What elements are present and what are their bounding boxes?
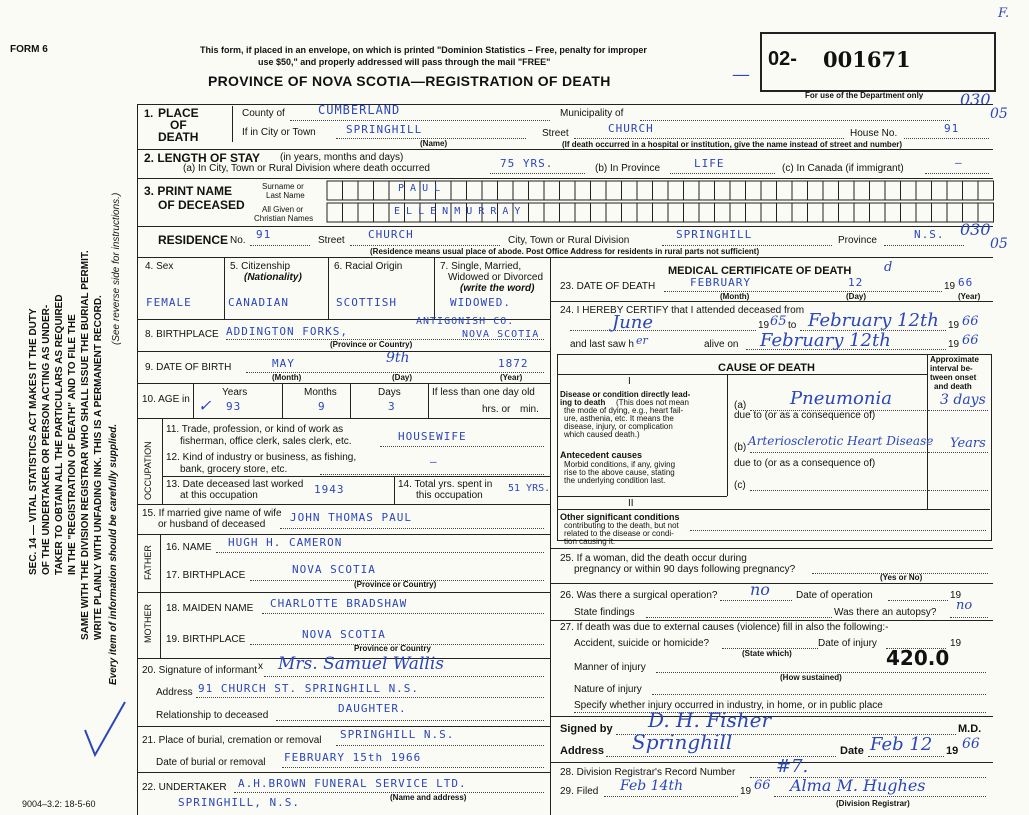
registrar-signature: Alma M. Hughes xyxy=(790,776,926,795)
hospital-note: (If death occurred in a hospital or institution, give the name instead of street and number) xyxy=(562,140,903,149)
burial-date-label: Date of burial or removal xyxy=(156,757,266,768)
side-instruction-8: (See reverse side for instructions.) xyxy=(111,192,122,345)
mother-caption: Province or Country xyxy=(354,644,431,653)
stay-b-label: (b) In Province xyxy=(595,163,661,174)
dob-day: 9th xyxy=(386,350,410,366)
burial-place-value: SPRINGHILL N.S. xyxy=(340,728,455,741)
last-saw-mark: er xyxy=(636,334,648,347)
citizenship-value: CANADIAN xyxy=(228,296,289,309)
certify-label: 24. I HEREBY CERTIFY that I attended deceased from xyxy=(560,305,805,316)
trade-label-2: fisherman, office clerk, sales clerk, etc. xyxy=(180,436,352,447)
specify-label: Specify whether injury occurred in industry, in home, or in public place xyxy=(574,700,883,711)
envelope-note-2: use $50," and properly addressed will pass through the mail "FREE" xyxy=(258,57,551,67)
signed-label: Signed by xyxy=(560,723,613,735)
yes-no-caption: (Yes or No) xyxy=(880,573,923,582)
address-label: Address xyxy=(560,745,605,757)
name-caption: (Name) xyxy=(420,139,448,148)
margin-code-1: 030 xyxy=(960,90,991,109)
form-label: FORM 6 xyxy=(10,44,48,55)
residence-province-label: Province xyxy=(838,235,877,246)
roman-1: I xyxy=(628,376,631,387)
death-date-label: 23. DATE OF DEATH xyxy=(560,281,656,292)
trade-value: HOUSEWIFE xyxy=(398,430,467,443)
autopsy-label: Was there an autopsy? xyxy=(834,607,937,618)
citizenship-caption: (Nationality) xyxy=(244,272,302,283)
residence-city: SPRINGHILL xyxy=(676,228,753,241)
age-years: 93 xyxy=(226,400,242,413)
margin-code-3: 030 xyxy=(960,220,991,239)
medical-heading: MEDICAL CERTIFICATE OF DEATH xyxy=(668,265,852,277)
informant-signature: Mrs. Samuel Wallis xyxy=(278,654,444,674)
state-which-caption: (State which) xyxy=(742,649,792,658)
stay-caption: (in years, months and days) xyxy=(280,152,404,163)
roman-2: II xyxy=(628,498,634,509)
cause-a-value: Pneumonia xyxy=(790,388,892,409)
years-label: Years xyxy=(222,387,248,398)
citizenship-label: 5. Citizenship xyxy=(230,261,291,272)
cause-heading: CAUSE OF DEATH xyxy=(718,362,815,374)
residence-no-label: No. xyxy=(230,235,246,246)
to-year-prefix: 19 xyxy=(948,320,960,331)
antecedent-1: Antecedent causes xyxy=(560,450,643,460)
stay-c-value: – xyxy=(955,156,963,169)
birthplace-value: ADDINGTON FORKS, xyxy=(226,325,348,338)
other-2: contributing to the death, but not xyxy=(564,521,679,530)
father-birthplace-label: 17. BIRTHPLACE xyxy=(166,570,246,581)
age-days: 3 xyxy=(388,400,396,413)
disease-2: ing to death xyxy=(560,398,606,407)
other-1: Other significant conditions xyxy=(560,512,680,522)
alive-label: alive on xyxy=(704,339,739,350)
corner-mark: F. xyxy=(998,6,1010,21)
department-use-label: For use of the Department only xyxy=(805,91,924,100)
side-instruction-7: Every item of information should be carefully supplied. xyxy=(108,423,119,685)
undertaker-caption: (Name and address) xyxy=(390,793,467,802)
how-sustained-caption: (How sustained) xyxy=(780,673,842,682)
death-year-caption: (Year) xyxy=(958,292,981,301)
place-label-1: PLACE xyxy=(158,106,199,120)
antecedent-2: Morbid conditions, if any, giving xyxy=(564,460,676,469)
cause-code: 420.0 xyxy=(886,646,950,670)
interval-3: tween onset xyxy=(930,373,977,382)
filed-label: 29. Filed xyxy=(560,786,599,797)
total-yrs-value: 51 YRS. xyxy=(508,483,551,494)
relationship-value: DAUGHTER. xyxy=(338,702,407,715)
name-label-1: 3. PRINT NAME xyxy=(144,184,233,198)
record-number-label: 28. Division Registrar's Record Number xyxy=(560,767,736,778)
mother-side-label: MOTHER xyxy=(143,604,153,643)
dob-month: MAY xyxy=(272,357,295,370)
spouse-label-2: or husband of deceased xyxy=(158,519,266,530)
filed-year-prefix: 19 xyxy=(740,786,752,797)
registrar-caption: (Division Registrar) xyxy=(836,799,910,808)
top-border xyxy=(137,104,993,105)
title-tick-mark: — xyxy=(732,64,750,85)
burial-place-label: 21. Place of burial, cremation or removal xyxy=(142,735,322,746)
alive-year-prefix: 19 xyxy=(948,339,960,350)
place-num: 1. xyxy=(144,108,154,120)
other-3: related to the disease or condi- xyxy=(564,529,674,538)
lt-day-hrs: hrs. or xyxy=(482,404,511,415)
stay-label: 2. LENGTH OF STAY xyxy=(144,151,261,165)
last-worked-label-2: at this occupation xyxy=(180,490,258,501)
stay-b-value: LIFE xyxy=(694,157,725,170)
trade-label-1: 11. Trade, profession, or kind of work as xyxy=(166,424,344,435)
pregnancy-label-2: pregnancy or within 90 days following pregnancy? xyxy=(574,564,796,575)
father-birthplace-value: NOVA SCOTIA xyxy=(292,563,376,576)
side-instruction-2: OF THE UNDERTAKER OR PERSON ACTING AS UNDER- xyxy=(41,304,52,575)
death-year: 66 xyxy=(958,276,974,289)
death-street-label: Street xyxy=(542,128,569,139)
total-yrs-label-2: this occupation xyxy=(416,490,483,501)
name-label-2: OF DECEASED xyxy=(158,198,245,212)
death-year-prefix: 19 xyxy=(944,281,956,292)
residence-city-label: City, Town or Rural Division xyxy=(508,235,630,246)
side-instruction-6: WRITE PLAINLY WITH UNFADING INK. THIS IS A PERMANENT RECORD. xyxy=(93,295,104,640)
cause-b-label: (b) xyxy=(734,442,747,453)
residence-street-label: Street xyxy=(318,235,345,246)
surname-label-2: Last Name xyxy=(266,191,305,200)
age-tick: ✓ xyxy=(198,396,212,415)
margin-check-mark xyxy=(80,700,130,760)
manner-label: Manner of injury xyxy=(574,662,646,673)
surname-value: P A U L xyxy=(398,183,441,194)
house-label: House No. xyxy=(850,128,898,139)
months-label: Months xyxy=(304,387,337,398)
last-worked-value: 1943 xyxy=(314,483,345,496)
municipality-label: Municipality of xyxy=(560,108,624,119)
stay-a-value: 75 YRS. xyxy=(500,157,554,170)
accident-label: Accident, suicide or homicide? xyxy=(574,638,710,649)
county-value: CUMBERLAND xyxy=(318,103,401,117)
marital-value: WIDOWED. xyxy=(450,296,511,309)
record-number-value: #7. xyxy=(776,756,809,777)
md-label: M.D. xyxy=(958,723,982,735)
undertaker-address: SPRINGHILL, N.S. xyxy=(178,796,300,809)
informant-address-value: 91 CHURCH ST. SPRINGHILL N.S. xyxy=(198,682,420,695)
father-caption: (Province or Country) xyxy=(354,580,437,589)
alive-year: 66 xyxy=(962,333,979,348)
relationship-label: Relationship to deceased xyxy=(156,710,269,721)
given-names-value: E L L E N M U R R A Y xyxy=(394,206,521,217)
injury-date-prefix: 19 xyxy=(950,638,962,649)
nature-label: Nature of injury xyxy=(574,684,642,695)
state-findings-label: State findings xyxy=(574,607,635,618)
industry-value: – xyxy=(430,455,438,468)
age-months: 9 xyxy=(318,400,326,413)
disease-1: Disease or condition directly lead- xyxy=(560,390,691,399)
birthplace-county: ANTIGONISH CO. xyxy=(416,316,515,327)
last-worked-label-1: 13. Date deceased last worked xyxy=(166,479,304,490)
date-year-prefix: 19 xyxy=(946,745,959,757)
dob-year-caption: (Year) xyxy=(500,373,523,382)
sex-value: FEMALE xyxy=(146,296,192,309)
last-saw-label: and last saw h xyxy=(570,339,634,350)
dob-label: 9. DATE OF BIRTH xyxy=(145,362,232,373)
from-year-prefix: 19 xyxy=(758,320,770,331)
filed-year: 66 xyxy=(754,778,771,793)
surgical-label: 26. Was there a surgical operation? xyxy=(560,590,718,601)
side-instruction-1: SEC. 14 — VITAL STATISTICS ACT MAKES IT THE DUTY xyxy=(28,308,39,575)
disease-3: (This does not mean xyxy=(616,398,689,407)
marital-label-1: 7. Single, Married, xyxy=(440,261,522,272)
from-year: 65 xyxy=(770,314,787,329)
dob-year: 1872 xyxy=(498,357,529,370)
residence-province: N.S. xyxy=(914,228,945,241)
antecedent-4: the underlying condition last. xyxy=(564,476,666,485)
interval-2: interval be- xyxy=(930,364,973,373)
cause-b-value: Arteriosclerotic Heart Disease xyxy=(748,434,934,448)
informant-x: x xyxy=(258,661,263,672)
injury-date-label: Date of injury xyxy=(818,638,877,649)
mother-birthplace-value: NOVA SCOTIA xyxy=(302,628,386,641)
father-name-value: HUGH H. CAMERON xyxy=(228,536,343,549)
other-4: tion causing it. xyxy=(564,537,616,546)
surgical-value: no xyxy=(750,580,770,599)
spouse-label-1: 15. If married give name of wife xyxy=(142,508,282,519)
stay-a-label: (a) In City, Town or Rural Division where death occurred xyxy=(183,163,430,174)
dob-day-caption: (Day) xyxy=(392,373,413,382)
op-date-label: Date of operation xyxy=(796,590,873,601)
spouse-value: JOHN THOMAS PAUL xyxy=(290,511,412,524)
mother-maiden-label: 18. MAIDEN NAME xyxy=(166,603,254,614)
place-label-2: OF xyxy=(170,118,187,132)
left-border xyxy=(137,104,138,815)
interval-a-value: 3 days xyxy=(940,392,986,408)
to-year: 66 xyxy=(962,314,979,329)
disease-6: disease, injury, or complication xyxy=(564,422,673,431)
given-label-2: Christian Names xyxy=(254,214,314,223)
racial-value: SCOTTISH xyxy=(336,296,397,309)
margin-code-2: 05 xyxy=(990,106,1008,122)
informant-address-label: Address xyxy=(156,687,193,698)
antecedent-3: rise to the above cause, stating xyxy=(564,468,675,477)
lt-day-label: If less than one day old xyxy=(432,387,535,398)
date-year: 66 xyxy=(962,736,980,752)
page-title: PROVINCE OF NOVA SCOTIA—REGISTRATION OF DEATH xyxy=(208,73,611,89)
birthplace-province: NOVA SCOTIA xyxy=(462,329,540,340)
surname-label-1: Surname or xyxy=(262,182,304,191)
date-label: Date xyxy=(840,745,864,757)
interval-4: and death xyxy=(934,382,972,391)
cause-c-label: (c) xyxy=(734,480,746,491)
dob-month-caption: (Month) xyxy=(272,373,302,382)
attend-to: February 12th xyxy=(808,310,939,331)
registration-number: 001671 xyxy=(823,47,911,72)
attend-from: June xyxy=(612,312,654,333)
birthplace-label: 8. BIRTHPLACE xyxy=(145,329,219,340)
mother-birthplace-label: 19. BIRTHPLACE xyxy=(166,634,246,645)
to-label: to xyxy=(788,320,797,331)
envelope-note-1: This form, if placed in an envelope, on which is printed "Dominion Statistics – Free, penalty for improper xyxy=(200,45,647,55)
father-name-label: 16. NAME xyxy=(166,542,212,553)
undertaker-name: A.H.BROWN FUNERAL SERVICE LTD. xyxy=(238,777,467,790)
external-causes-label: 27. If death was due to external causes (violence) fill in also the following:- xyxy=(560,622,889,633)
death-day-caption: (Day) xyxy=(846,292,867,301)
age-label: 10. AGE in xyxy=(142,394,190,405)
interval-1: Approximate xyxy=(930,355,979,364)
cause-a-label: (a) xyxy=(734,400,747,411)
city-label: If in City or Town xyxy=(242,127,316,138)
disease-7: which caused death.) xyxy=(564,430,640,439)
occupation-side-label: OCCUPATION xyxy=(143,441,153,500)
due-to-1: due to (or as a consequence of) xyxy=(734,410,876,421)
total-yrs-label-1: 14. Total yrs. spent in xyxy=(398,479,493,490)
pregnancy-label-1: 25. If a woman, did the death occur during xyxy=(560,553,747,564)
filed-value: Feb 14th xyxy=(620,778,684,794)
medical-heading-mark: d xyxy=(884,260,893,275)
racial-label: 6. Racial Origin xyxy=(334,261,403,272)
disease-5: ure, asthenia, etc. It means the xyxy=(564,414,674,423)
interval-b-value: Years xyxy=(950,436,986,451)
death-city-value: SPRINGHILL xyxy=(346,123,423,136)
side-instruction-4: IN THE "REGISTRATION OF DEATH" AND TO FILE THE xyxy=(67,314,78,575)
burial-date-value: FEBRUARY 15th 1966 xyxy=(284,751,422,764)
certificate-date: Feb 12 xyxy=(870,734,933,755)
residence-note: (Residence means usual place of abode. Post Office Address for residents in rural parts not sufficient) xyxy=(370,247,760,256)
father-side-label: FATHER xyxy=(143,545,153,580)
marital-label-2: Widowed or Divorced xyxy=(448,272,544,283)
mother-maiden-value: CHARLOTTE BRADSHAW xyxy=(270,597,408,610)
residence-no: 91 xyxy=(256,228,272,241)
margin-code-4: 05 xyxy=(990,236,1008,252)
op-date-prefix: 19 xyxy=(950,590,962,601)
given-label-1: All Given or xyxy=(262,205,304,214)
birthplace-caption: (Province or Country) xyxy=(330,340,413,349)
place-label-3: DEATH xyxy=(158,130,199,144)
undertaker-label: 22. UNDERTAKER xyxy=(142,782,227,793)
house-value: 91 xyxy=(944,122,960,135)
autopsy-value: no xyxy=(956,598,973,613)
signed-value: D. H. Fisher xyxy=(648,708,772,732)
alive-on: February 12th xyxy=(760,330,891,351)
informant-label: 20. Signature of informant xyxy=(142,665,258,676)
days-label: Days xyxy=(378,387,401,398)
side-instruction-5: SAME WITH THE DIVISION REGISTRAR WHO SHALL ISSUE THE BURIAL PERMIT. xyxy=(80,250,91,640)
side-instruction-3: TAKER TO OBTAIN ALL THE PARTICULARS AS REQUIRED xyxy=(54,294,65,575)
residence-label: RESIDENCE xyxy=(158,233,229,247)
marital-label-3: (write the word) xyxy=(460,283,535,294)
death-month: FEBRUARY xyxy=(690,276,751,289)
stay-c-label: (c) In Canada (if immigrant) xyxy=(782,163,904,174)
residence-street: CHURCH xyxy=(368,228,414,241)
industry-label-2: bank, grocery store, etc. xyxy=(180,464,288,475)
due-to-2: due to (or as a consequence of) xyxy=(734,458,876,469)
sex-label: 4. Sex xyxy=(145,261,174,272)
county-label: County of xyxy=(242,108,285,119)
death-street-value: CHURCH xyxy=(608,122,654,135)
lt-day-min: min. xyxy=(520,404,539,415)
death-day: 12 xyxy=(848,276,864,289)
industry-label-1: 12. Kind of industry or business, as fishing, xyxy=(166,452,357,463)
disease-4: the mode of dying, e.g., heart fail- xyxy=(564,406,684,415)
death-month-caption: (Month) xyxy=(720,292,750,301)
form-code: 9004–3.2: 18-5-60 xyxy=(22,799,96,809)
registration-prefix: 02- xyxy=(768,48,797,70)
doctor-address: Springhill xyxy=(632,730,733,754)
